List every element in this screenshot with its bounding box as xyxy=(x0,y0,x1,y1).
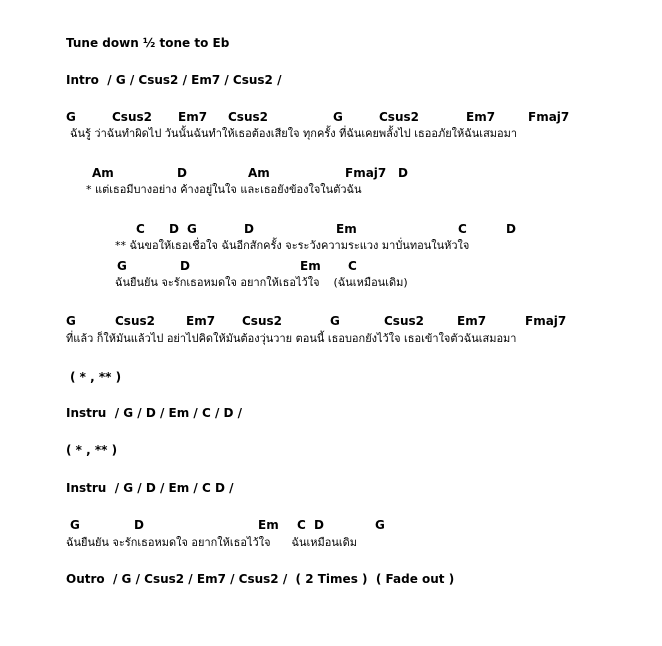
repeat-marker: ( * , ** ) xyxy=(70,370,122,384)
chord: Fmaj7 xyxy=(525,314,567,328)
intro-progression: Intro / G / Csus2 / Em7 / Csus2 / xyxy=(66,73,282,87)
chord: Em xyxy=(258,518,279,532)
repeat-marker: ( * , ** ) xyxy=(66,443,118,457)
verse-1-lyric: ฉันรู้ ว่าฉันทำผิดไป วันนั้นฉันทำให้เธอต้องเสียใจ ทุกครั้ง ที่ฉันเคยพลั้งไป เธออภัยให้ฉันเสมอมา xyxy=(70,127,518,140)
prechorus-lyric: * แต่เธอมีบางอย่าง ค้างอยู่ในใจ และเธอยังข้องใจในตัวฉัน xyxy=(86,183,362,196)
tuning-note: Tune down ½ tone to Eb xyxy=(66,36,230,50)
chord: Csus2 xyxy=(384,314,424,328)
chord: Fmaj7 xyxy=(528,110,570,124)
chord: C xyxy=(348,259,357,273)
instrumental-2: Instru / G / D / Em / C D / xyxy=(66,481,234,495)
instrumental-1: Instru / G / D / Em / C / D / xyxy=(66,406,243,420)
ending-lyric: ฉันยืนยัน จะรักเธอหมดใจ อยากให้เธอไว้ใจ ฉันเหมือนเดิม xyxy=(66,536,358,549)
chord: D xyxy=(169,222,179,236)
chord: D xyxy=(244,222,254,236)
chord: G xyxy=(330,314,340,328)
chord: Csus2 xyxy=(112,110,152,124)
chorus-a-lyric: ** ฉันขอให้เธอเชื่อใจ ฉันอีกสักครั้ง จะระวังความระแวง มาบั่นทอนในหัวใจ xyxy=(115,239,470,252)
chord: G xyxy=(66,110,76,124)
chord: Em xyxy=(300,259,321,273)
chord: G xyxy=(187,222,197,236)
chord: D xyxy=(314,518,324,532)
chord: G xyxy=(375,518,385,532)
chord: G xyxy=(117,259,127,273)
chord: D xyxy=(134,518,144,532)
chord: Csus2 xyxy=(242,314,282,328)
chord: C xyxy=(297,518,306,532)
chord: Em xyxy=(336,222,357,236)
chord: D xyxy=(180,259,190,273)
chord: Em7 xyxy=(457,314,487,328)
chord: G xyxy=(70,518,80,532)
chord: G xyxy=(333,110,343,124)
chord: D xyxy=(398,166,408,180)
chord: D xyxy=(177,166,187,180)
chord: Csus2 xyxy=(228,110,268,124)
chord: D xyxy=(506,222,516,236)
chord: Fmaj7 xyxy=(345,166,387,180)
chord: C xyxy=(136,222,145,236)
chord: Em7 xyxy=(178,110,208,124)
verse-2-lyric: ที่แล้ว ก็ให้มันแล้วไป อย่าไปคิดให้มันต้องวุ่นวาย ตอนนี้ เธอบอกยังไว้ใจ เธอเข้าใจตัวฉันเสมอมา xyxy=(66,332,517,345)
chord: Csus2 xyxy=(379,110,419,124)
chord: Em7 xyxy=(186,314,216,328)
chord: Am xyxy=(248,166,270,180)
chord: Em7 xyxy=(466,110,496,124)
outro-progression: Outro / G / Csus2 / Em7 / Csus2 / ( 2 Times ) ( Fade out ) xyxy=(66,572,455,586)
chord: G xyxy=(66,314,76,328)
chord: Am xyxy=(92,166,114,180)
chord: Csus2 xyxy=(115,314,155,328)
chorus-b-lyric: ฉันยืนยัน จะรักเธอหมดใจ อยากให้เธอไว้ใจ (ฉันเหมือนเดิม) xyxy=(115,276,408,289)
chord: C xyxy=(458,222,467,236)
